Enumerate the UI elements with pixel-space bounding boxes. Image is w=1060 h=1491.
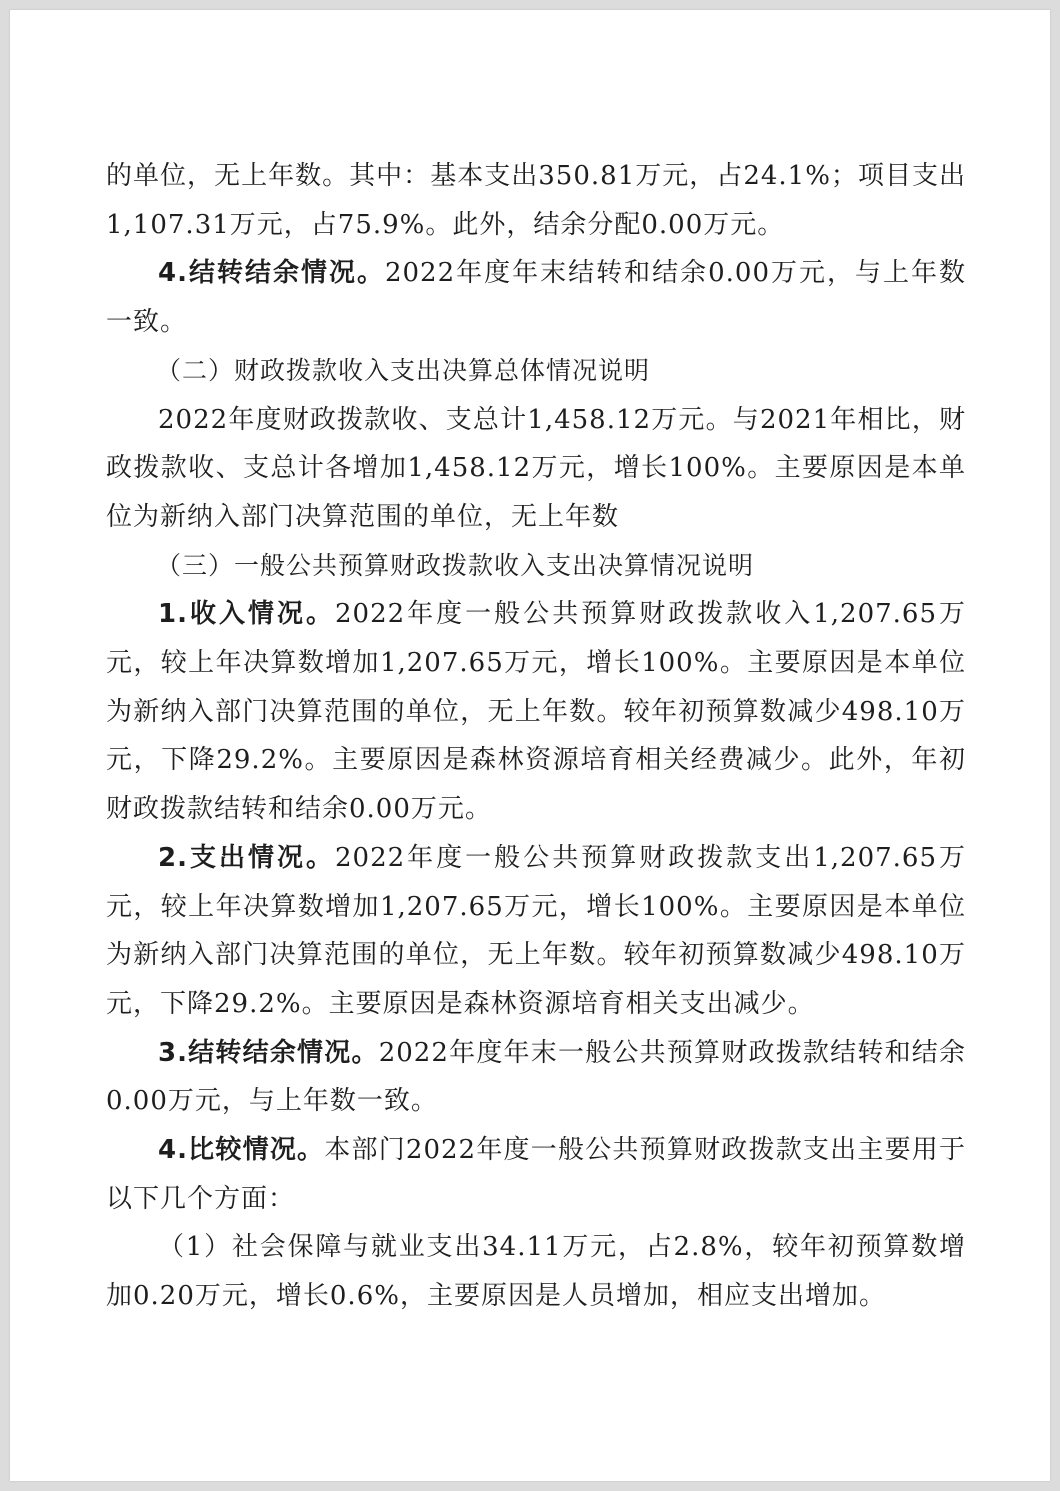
paragraph-text: （1）社会保障与就业支出34.11万元，占2.8%，较年初预算数增加0.20万元，增长0.6%，主要原因是人员增加，相应支出增加。 (106, 1232, 966, 1312)
paragraph-text: 2022年度一般公共预算财政拨款收入1,207.65万元，较上年决算数增加1,207.65万元，增长100%。主要原因是本单位为新纳入部门决算范围的单位，无上年数。较年初预算数减少498.10万元，下降29.2%。主要原因是森林资源培育相关经费减少。此外，年初财政拨款结转和结余0.00万元。 (106, 599, 967, 825)
paragraph-lead: 4.比较情况。 (158, 1135, 325, 1166)
paragraph-lead: 3.结转结余情况。 (158, 1037, 379, 1068)
paragraph-continuation (106, 152, 966, 249)
section-heading-2: （二）财政拨款收入支出决算总体情况说明 (156, 355, 651, 385)
section-heading-3: （三）一般公共预算财政拨款收入支出决算情况说明 (156, 550, 755, 580)
paragraph-comparison (106, 1126, 966, 1223)
paragraph-lead: 2.支出情况。 (158, 842, 335, 873)
paragraph-expenditure (106, 834, 966, 1029)
paragraph-text: 本部门2022年度一般公共预算财政拨款支出主要用于以下几个方面： (106, 1135, 967, 1214)
paragraph-lead: 1.收入情况。 (158, 599, 335, 630)
document-body (106, 152, 966, 1321)
paragraph-item-social-security (106, 1223, 966, 1320)
paragraph-lead: 4.结转结余情况。 (158, 258, 385, 289)
paragraph-fiscal-overview (106, 396, 966, 542)
paragraph-income (106, 590, 966, 834)
paragraph-text: 2022年度年末结转和结余0.00万元，与上年数一致。 (106, 258, 967, 338)
document-page (10, 10, 1050, 1481)
paragraph-carryover-balance (106, 249, 966, 346)
paragraph-text: 2022年度一般公共预算财政拨款支出1,207.65万元，较上年决算数增加1,207.65万元，增长100%。主要原因是本单位为新纳入部门决算范围的单位，无上年数。较年初预算数减少498.10万元，下降29.2%。主要原因是森林资源培育相关支出减少。 (106, 842, 967, 1019)
paragraph-balance (106, 1029, 966, 1126)
paragraph-text: 2022年度年末一般公共预算财政拨款结转和结余0.00万元，与上年数一致。 (106, 1037, 967, 1117)
paragraph-text: 的单位，无上年数。其中：基本支出350.81万元，占24.1%；项目支出1,107.31万元，占75.9%。此外，结余分配0.00万元。 (106, 161, 966, 240)
paragraph-text: 2022年度财政拨款收、支总计1,458.12万元。与2021年相比，财政拨款收、支总计各增加1,458.12万元，增长100%。主要原因是本单位为新纳入部门决算范围的单位，无上年数 (106, 404, 966, 532)
